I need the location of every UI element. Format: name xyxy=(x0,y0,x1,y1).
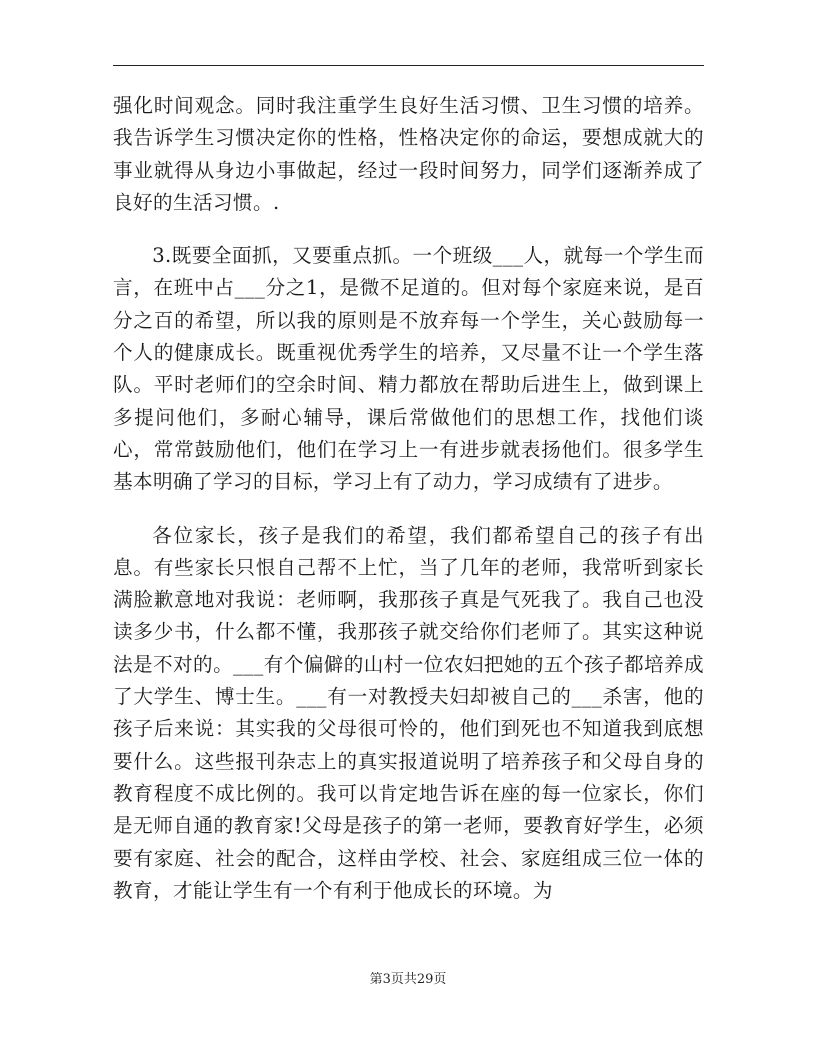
paragraph-continuation: 强化时间观念。同时我注重学生良好生活习惯、卫生习惯的培养。我告诉学生习惯决定你的性格，性格决定你的命运，要想成就大的事业就得从身边小事做起，经过一段时间努力，同学们逐渐养成了良好的生活习惯。. xyxy=(113,94,704,214)
body-text xyxy=(113,90,704,907)
page-number-footer: 第3页共29页 xyxy=(369,972,447,987)
paragraph-item-3: 3.既要全面抓，又要重点抓。一个班级___人，就每一个学生而言，在班中占___分之1，是微不足道的。但对每个家庭来说，是百分之百的希望，所以我的原则是不放弃每一个学生，关心鼓励每一个人的健康成长。既重视优秀学生的培养，又尽量不让一个学生落队。平时老师们的空余时间、精力都放在帮助后进生上，做到课上多提问他们，多耐心辅导，课后常做他们的思想工作，找他们谈心，常常鼓励他们，他们在学习上一有进步就表扬他们。很多学生基本明确了学习的目标，学习上有了动力，学习成绩有了进步。 xyxy=(113,244,704,494)
header-rule xyxy=(113,65,704,66)
paragraph-parents: 各位家长，孩子是我们的希望，我们都希望自己的孩子有出息。有些家长只恨自己帮不上忙，当了几年的老师，我常听到家长满脸歉意地对我说：老师啊，我那孩子真是气死我了。我自己也没读多少书，什么都不懂，我那孩子就交给你们老师了。其实这种说法是不对的。___有个偏僻的山村一位农妇把她的五个孩子都培养成了大学生、博士生。___有一对教授夫妇却被自己的___杀害，他的孩子后来说：其实我的父母很可怜的，他们到死也不知道我到底想要什么。这些报刊杂志上的真实报道说明了培养孩子和父母自身的教育程度不成比例的。我可以肯定地告诉在座的每一位家长，你们是无师自通的教育家!父母是孩子的第一老师，要教育好学生，必须要有家庭、社会的配合，这样由学校、社会、家庭组成三位一体的教育，才能让学生有一个有利于他成长的环境。为 xyxy=(113,523,704,902)
